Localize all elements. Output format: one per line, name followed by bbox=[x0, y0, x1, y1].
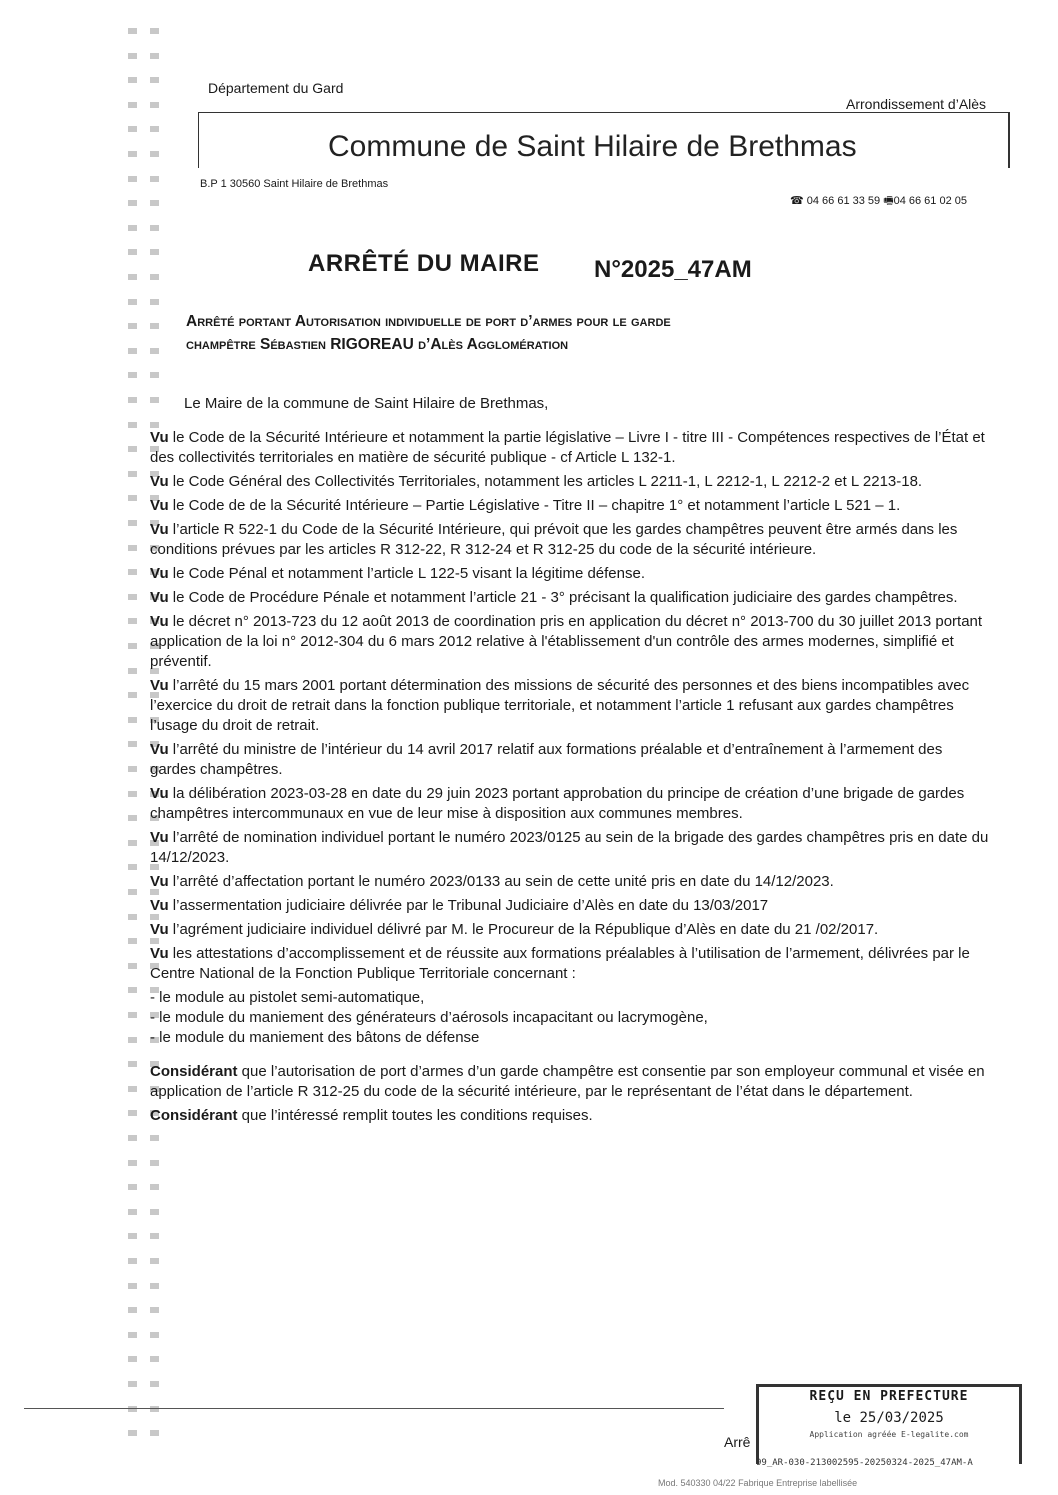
margin-dot bbox=[150, 1258, 159, 1264]
visa-item bbox=[150, 520, 990, 560]
margin-dot bbox=[128, 1430, 137, 1436]
margin-dot bbox=[150, 1160, 159, 1166]
stamp-date: le 25/03/2025 bbox=[834, 1410, 944, 1426]
margin-dot bbox=[128, 422, 137, 428]
modules-list bbox=[150, 988, 990, 1048]
visa-text: l’arrêté du ministre de l’intérieur du 14 avril 2017 relatif aux formations préalable et d’entraînement à l’armement des gardes champêtres. bbox=[150, 741, 943, 778]
visas-list bbox=[150, 428, 990, 984]
visa-item bbox=[150, 612, 990, 672]
postal-address: B.P 1 30560 Saint Hilaire de Brethmas bbox=[200, 178, 389, 190]
considerant-item bbox=[150, 1062, 990, 1102]
visa-keyword: Vu bbox=[150, 677, 169, 694]
margin-dot bbox=[128, 151, 137, 157]
visa-text: l’arrêté de nomination individuel portant le numéro 2023/0125 au sein de la brigade des gardes champêtres pris en date du 14/12/2023. bbox=[150, 829, 989, 866]
margin-dot bbox=[128, 668, 137, 674]
prefecture-stamp bbox=[756, 1384, 1022, 1464]
margin-dot bbox=[128, 1233, 137, 1239]
margin-dot bbox=[128, 299, 137, 305]
stamp-application: Application agréée E-legalite.com bbox=[809, 1430, 969, 1439]
margin-dot bbox=[150, 348, 159, 354]
margin-dot bbox=[128, 889, 137, 895]
considerant-keyword: Considérant bbox=[150, 1107, 238, 1124]
margin-dot bbox=[150, 1381, 159, 1387]
visa-text: le décret n° 2013-723 du 12 août 2013 de coordination pris en application du décret n° 2013-700 du 30 juillet 2013 portant application de la loi n° 2012-304 du 6 mars 2012 relative à l'établissement d'un contrôle des armes modernes, simplifié et préventif. bbox=[150, 613, 983, 670]
arrete-number: N°2025_47AM bbox=[594, 256, 752, 283]
margin-dot bbox=[128, 1135, 137, 1141]
margin-dot bbox=[128, 1307, 137, 1313]
margin-dot bbox=[150, 102, 159, 108]
subject-line-1: Arrêté portant Autorisation individuelle de port d’armes pour le garde bbox=[186, 313, 671, 330]
margin-dot bbox=[150, 53, 159, 59]
visa-text: la délibération 2023-03-28 en date du 29 juin 2023 portant approbation du principe de création d’une brigade de gardes champêtres intercommunaux en vue de leur mise à disposition aux communes membres. bbox=[150, 785, 965, 822]
margin-dot bbox=[128, 372, 137, 378]
margin-dot bbox=[128, 77, 137, 83]
visa-item bbox=[150, 828, 990, 868]
visa-text: l’agrément judiciaire individuel délivré par M. le Procureur de la République d’Alès en date du 21 /02/2017. bbox=[168, 921, 879, 938]
visa-keyword: Vu bbox=[150, 785, 169, 802]
margin-dot bbox=[128, 249, 137, 255]
commune-title: Commune de Saint Hilaire de Brethmas bbox=[328, 130, 857, 163]
margin-dot bbox=[128, 987, 137, 993]
margin-dot bbox=[150, 1135, 159, 1141]
margin-dot bbox=[128, 1012, 137, 1018]
page-divider bbox=[24, 1408, 724, 1409]
visa-keyword: Vu bbox=[150, 873, 169, 890]
visa-item bbox=[150, 944, 990, 984]
margin-dot bbox=[128, 569, 137, 575]
visa-text: l’arrêté du 15 mars 2001 portant détermination des missions de sécurité des personnes et des biens incompatibles avec l’exercice du droit de retrait dans la fonction publique territoriale, et notamment l’article 1 refusant aux gardes champêtres l’usage du droit de retrait. bbox=[150, 677, 970, 734]
margin-dot bbox=[128, 323, 137, 329]
department-label: Département du Gard bbox=[208, 80, 344, 96]
margin-dot bbox=[150, 1332, 159, 1338]
margin-dot bbox=[128, 471, 137, 477]
visa-item bbox=[150, 784, 990, 824]
margin-dot bbox=[128, 348, 137, 354]
margin-dot bbox=[150, 1184, 159, 1190]
margin-dot bbox=[150, 1307, 159, 1313]
visa-text: l’arrêté d’affectation portant le numéro 2023/0133 au sein de cette unité pris en date du 14/12/2023. bbox=[168, 873, 834, 890]
visa-item bbox=[150, 564, 990, 584]
margin-dot bbox=[150, 28, 159, 34]
arrondissement-label: Arrondissement d’Alès bbox=[846, 96, 987, 112]
considerant-keyword: Considérant bbox=[150, 1063, 238, 1080]
arrete-title: ARRÊTÉ DU MAIRE bbox=[308, 250, 540, 277]
margin-dot bbox=[128, 102, 137, 108]
margin-dot bbox=[128, 741, 137, 747]
margin-dot bbox=[150, 1233, 159, 1239]
margin-dot bbox=[150, 323, 159, 329]
margin-dot bbox=[128, 791, 137, 797]
stamp-received: REÇU EN PREFECTURE bbox=[809, 1389, 969, 1404]
module-item: - le module du maniement des bâtons de défense bbox=[150, 1028, 990, 1048]
visa-text: le Code Pénal et notamment l’article L 122-5 visant la légitime défense. bbox=[168, 565, 645, 582]
considerant-item bbox=[150, 1106, 990, 1126]
margin-dot bbox=[128, 840, 137, 846]
considerant-text: que l’autorisation de port d’armes d’un garde champêtre est consentie par son employeur communal et visée en application de l’article R 312-25 du code de la sécurité intérieure, par le représentant de l’état dans le département. bbox=[150, 1063, 985, 1100]
visa-keyword: Vu bbox=[150, 565, 169, 582]
considerants-list bbox=[150, 1062, 990, 1126]
margin-dot bbox=[128, 643, 137, 649]
margin-dot bbox=[128, 1258, 137, 1264]
subject-line-2: champêtre Sébastien RIGOREAU d’Alès Agglomération bbox=[186, 336, 569, 353]
visa-item bbox=[150, 588, 990, 608]
stamp-reference: 99_AR-030-213002595-20250324-2025_47AM-A bbox=[756, 1458, 973, 1468]
visa-keyword: Vu bbox=[150, 921, 169, 938]
phone-fax: ☎ 04 66 61 33 59 🖷04 66 61 02 05 bbox=[790, 195, 968, 207]
visa-item bbox=[150, 676, 990, 736]
margin-dot bbox=[128, 1086, 137, 1092]
mayor-intro: Le Maire de la commune de Saint Hilaire de Brethmas, bbox=[184, 395, 549, 412]
visa-keyword: Vu bbox=[150, 429, 169, 446]
visa-keyword: Vu bbox=[150, 829, 169, 846]
margin-dot bbox=[128, 53, 137, 59]
visa-text: le Code de la Sécurité Intérieure et notamment la partie législative – Livre I - titre III - Compétences respectives de l’État et des collectivités territoriales en matière de sécurité publique - cf Article L 132-1. bbox=[150, 429, 985, 466]
margin-dot bbox=[128, 914, 137, 920]
visa-text: les attestations d’accomplissement et de réussite aux formations préalables à l’utilisation de l’armement, délivrées par le Centre National de la Fonction Publique Territoriale concernant : bbox=[150, 945, 970, 982]
margin-dot bbox=[128, 397, 137, 403]
margin-dot bbox=[128, 864, 137, 870]
visa-text: le Code de Procédure Pénale et notamment l’article 21 - 3° précisant la qualification judiciaire des gardes champêtres. bbox=[168, 589, 958, 606]
margin-dot bbox=[150, 299, 159, 305]
visa-item bbox=[150, 896, 990, 916]
margin-dot bbox=[128, 225, 137, 231]
visa-keyword: Vu bbox=[150, 945, 169, 962]
visa-text: l’assermentation judiciaire délivrée par le Tribunal Judiciaire d’Alès en date du 13/03/2017 bbox=[168, 897, 769, 914]
margin-dot bbox=[150, 200, 159, 206]
margin-dot bbox=[128, 1037, 137, 1043]
visa-keyword: Vu bbox=[150, 741, 169, 758]
visa-keyword: Vu bbox=[150, 613, 169, 630]
visa-keyword: Vu bbox=[150, 897, 169, 914]
visa-item bbox=[150, 740, 990, 780]
margin-dot bbox=[150, 1283, 159, 1289]
margin-dot bbox=[128, 1184, 137, 1190]
margin-dot bbox=[150, 1209, 159, 1215]
visa-keyword: Vu bbox=[150, 521, 169, 538]
margin-dot bbox=[128, 717, 137, 723]
margin-dot bbox=[128, 938, 137, 944]
margin-dot bbox=[150, 77, 159, 83]
margin-dot bbox=[128, 28, 137, 34]
margin-dot bbox=[128, 1381, 137, 1387]
arrete-subject bbox=[186, 310, 926, 356]
margin-dot bbox=[128, 1110, 137, 1116]
cut-off-text: Arrê bbox=[724, 1434, 751, 1450]
margin-dot bbox=[128, 963, 137, 969]
module-item: - le module au pistolet semi-automatique, bbox=[150, 988, 990, 1008]
margin-dot bbox=[128, 274, 137, 280]
visa-keyword: Vu bbox=[150, 589, 169, 606]
margin-dot bbox=[128, 618, 137, 624]
margin-dot bbox=[128, 1356, 137, 1362]
visa-item bbox=[150, 920, 990, 940]
margin-dot bbox=[128, 1283, 137, 1289]
margin-dot bbox=[150, 249, 159, 255]
margin-dot bbox=[128, 520, 137, 526]
margin-dot bbox=[150, 126, 159, 132]
visa-item bbox=[150, 428, 990, 468]
document-body bbox=[150, 394, 990, 1130]
margin-dot bbox=[128, 1209, 137, 1215]
margin-dot bbox=[128, 594, 137, 600]
form-reference: Mod. 540330 04/22 Fabrique Entreprise labellisée bbox=[658, 1478, 858, 1488]
margin-dot bbox=[150, 1430, 159, 1436]
visa-keyword: Vu bbox=[150, 473, 169, 490]
margin-dot bbox=[128, 495, 137, 501]
margin-dot bbox=[128, 692, 137, 698]
margin-dot bbox=[128, 545, 137, 551]
visa-item bbox=[150, 472, 990, 492]
margin-dot bbox=[128, 1061, 137, 1067]
margin-dot bbox=[128, 176, 137, 182]
visa-item bbox=[150, 496, 990, 516]
margin-dot bbox=[128, 1332, 137, 1338]
margin-dot bbox=[128, 446, 137, 452]
margin-dot bbox=[150, 274, 159, 280]
visa-text: le Code de de la Sécurité Intérieure – Partie Législative - Titre II – chapitre 1° et notamment l’article L 521 – 1. bbox=[168, 497, 901, 514]
margin-dot bbox=[128, 126, 137, 132]
margin-dot bbox=[150, 151, 159, 157]
margin-dot bbox=[150, 372, 159, 378]
visa-text: le Code Général des Collectivités Territoriales, notamment les articles L 2211-1, L 2212-1, L 2212-2 et L 2213-18. bbox=[168, 473, 923, 490]
visa-keyword: Vu bbox=[150, 497, 169, 514]
considerant-text: que l’intéressé remplit toutes les conditions requises. bbox=[237, 1107, 593, 1124]
margin-dot bbox=[150, 225, 159, 231]
visa-text: l’article R 522-1 du Code de la Sécurité Intérieure, qui prévoit que les gardes champêtres peuvent être armés dans les conditions prévues par les articles R 312-22, R 312-24 et R 312-25 du code de la sécurité intérieure. bbox=[150, 521, 958, 558]
margin-dot bbox=[128, 1160, 137, 1166]
margin-dot bbox=[128, 200, 137, 206]
margin-dot bbox=[150, 1356, 159, 1362]
margin-dot bbox=[128, 815, 137, 821]
margin-dot bbox=[150, 176, 159, 182]
margin-dot bbox=[128, 766, 137, 772]
module-item: - le module du maniement des générateurs d’aérosols incapacitant ou lacrymogène, bbox=[150, 1008, 990, 1028]
visa-item bbox=[150, 872, 990, 892]
